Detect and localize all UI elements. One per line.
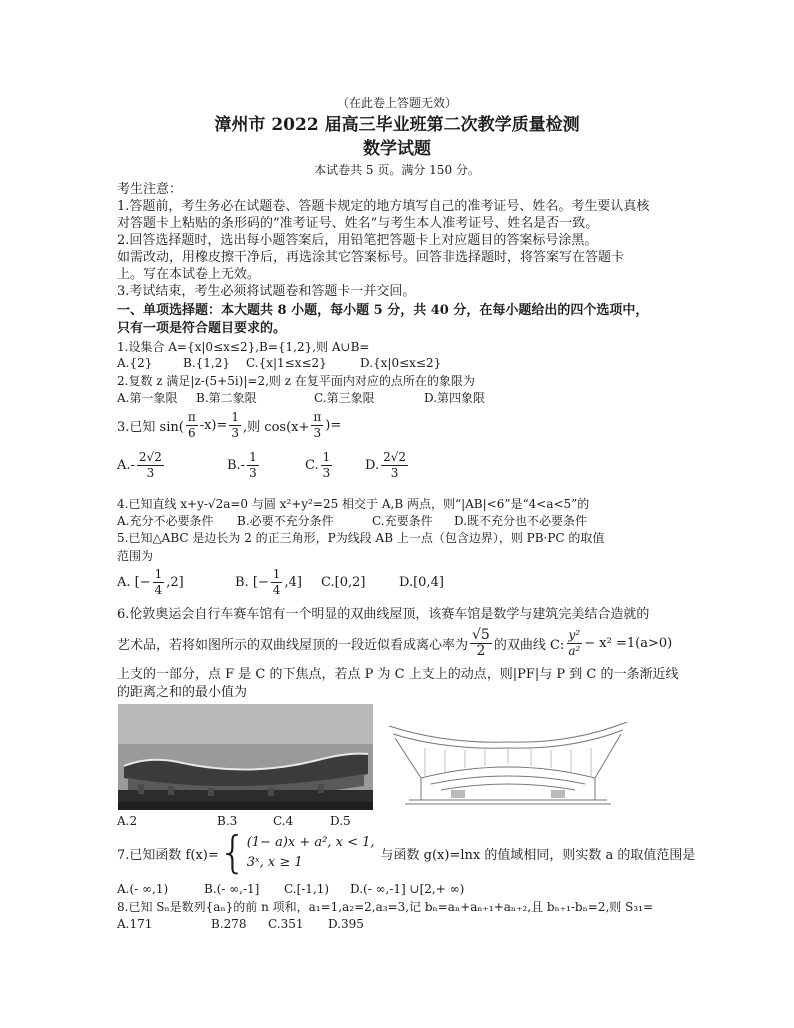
piecewise-cases xyxy=(247,833,375,873)
q3-mid: -x)= xyxy=(199,418,228,433)
instruction-line: 3.考试结束，考生必须将试题卷和答题卡一并交回。 xyxy=(117,284,416,299)
option-tail: ,4] xyxy=(284,575,302,590)
option-tail: ,2] xyxy=(166,575,184,590)
fraction-numerator: 2√2 xyxy=(138,450,162,464)
instruction-line: 2.回答选择题时，选出每小题答案后，用铅笔把答题卡上对应题目的答案标号涂黑。 xyxy=(117,233,598,248)
fraction-denominator: 3 xyxy=(249,466,257,480)
instruction-line: 上。写在本试卷上无效。 xyxy=(117,267,261,282)
velodrome-photo-graphic xyxy=(118,704,373,810)
fraction-numerator: 1 xyxy=(322,450,331,464)
fraction-denominator: 4 xyxy=(272,583,281,597)
fraction-denominator: 3 xyxy=(146,466,155,480)
piecewise-brace-icon: { xyxy=(218,827,247,878)
fraction xyxy=(247,450,259,481)
option-label: D. xyxy=(365,458,380,473)
fraction-numerator: √5 xyxy=(472,627,490,643)
q8-option-b: B.278 xyxy=(211,917,247,931)
fraction-numerator: y² xyxy=(568,628,581,642)
fraction-denominator: 4 xyxy=(154,583,163,597)
exam-notice: （在此卷上答题无效） xyxy=(336,96,457,110)
q5-options xyxy=(117,567,444,598)
q1-option-b: B.{1,2} xyxy=(183,356,230,370)
fraction-numerator: 2√2 xyxy=(383,450,407,464)
piecewise-case: (1− a)x + a², x < 1, xyxy=(246,835,375,850)
question-4-stem: 4.已知直线 x+y-√2a=0 与圆 x²+y²=25 相交于 A,B 两点，则“|AB|<6”是“4<a<5”的 xyxy=(117,497,590,511)
fraction xyxy=(186,410,198,441)
option-label: A. [− xyxy=(117,575,151,590)
velodrome-section-graphic xyxy=(385,704,631,810)
q6-option-d: D.5 xyxy=(330,814,351,828)
question-2-stem: 2.复数 z 满足|z-(5+5i)|=2,则 z 在复平面内对应的点所在的象限为 xyxy=(117,374,475,388)
instruction-line: 如需改动，用橡皮擦干净后，再选涂其它答案标号。回答非选择题时，将答案写在答题卡 xyxy=(117,250,625,265)
option-label: B.- xyxy=(227,458,246,473)
fraction xyxy=(229,410,241,441)
q5-option-c: C.[0,2] xyxy=(321,575,366,590)
fraction xyxy=(566,628,582,659)
question-6-stem xyxy=(117,628,672,659)
q6-text: 艺术品，若将如图所示的双曲线屋顶的一段近似看成离心率为 xyxy=(117,638,469,653)
fraction-denominator: 3 xyxy=(313,426,322,440)
question-8-stem: 8.已知 Sₙ是数列{aₙ}的前 n 项和，a₁=1,a₂=2,a₃=3,记 bₙ=aₙ+aₙ₊₁+aₙ₊₂,且 bₙ₊₁-bₙ=2,则 S₃₁= xyxy=(117,900,654,914)
q2-option-d: D.第四象限 xyxy=(424,391,486,405)
fraction-denominator: 2 xyxy=(476,643,486,659)
q6-option-a: A.2 xyxy=(117,814,138,828)
question-7-stem xyxy=(117,827,696,878)
question-5-stem: 范围为 xyxy=(117,549,154,563)
q1-option-a: A.{2} xyxy=(117,356,153,370)
question-6-stem: 的距离之和的最小值为 xyxy=(117,685,248,700)
fraction xyxy=(153,567,165,598)
fraction-denominator: 6 xyxy=(187,426,196,440)
q3-option-c xyxy=(305,450,365,481)
q7-option-b: B.(- ∞,-1] xyxy=(204,882,260,896)
q6-option-b: B.3 xyxy=(217,814,238,828)
q8-option-a: A.171 xyxy=(117,917,153,931)
question-6-stem: 6.伦敦奥运会自行车赛车馆有一个明显的双曲线屋顶，该赛车馆是数学与建筑完美结合造就的 xyxy=(117,607,650,622)
q8-option-d: D.395 xyxy=(328,917,364,931)
fraction xyxy=(271,567,283,598)
velodrome-section-drawing xyxy=(385,704,631,810)
q3-option-b xyxy=(227,450,305,481)
section-heading: 一、单项选择题：本大题共 8 小题，每小题 5 分，共 40 分，在每小题给出的四个选项中， xyxy=(117,303,649,318)
fraction-denominator: 3 xyxy=(231,426,240,440)
option-label: C. xyxy=(305,458,319,473)
fraction-numerator: π xyxy=(187,410,196,424)
fraction-numerator: 1 xyxy=(231,410,240,424)
q3-option-a xyxy=(117,450,227,481)
q7-option-c: C.[-1,1) xyxy=(284,882,330,896)
q3-mid: ,则 cos(x+ xyxy=(243,420,310,435)
q2-option-c: C.第三象限 xyxy=(314,391,375,405)
velodrome-photo xyxy=(118,704,373,810)
question-1-stem: 1.设集合 A={x|0≤x≤2},B={1,2},则 A∪B= xyxy=(117,340,370,354)
q5-option-a xyxy=(117,567,235,598)
q7-option-d: D.(- ∞,-1] ∪[2,+ ∞) xyxy=(350,882,465,896)
section-heading: 只有一项是符合题目要求的。 xyxy=(117,321,287,336)
fraction-denominator: 3 xyxy=(322,466,331,480)
q3-prefix: 3.已知 sin( xyxy=(117,420,184,435)
q3-options xyxy=(117,450,410,481)
q7-text: 与函数 g(x)=lnx 的值域相同，则实数 a 的取值范围是 xyxy=(380,847,696,863)
q8-option-c: C.351 xyxy=(268,917,304,931)
fraction-numerator: 1 xyxy=(272,567,281,581)
question-6-stem: 上支的一部分，点 F 是 C 的下焦点，若点 P 为 C 上支上的动点，则|PF|与 P 到 C 的一条渐近线 xyxy=(117,667,679,682)
question-5-stem: 5.已知△ABC 是边长为 2 的正三角形，P为线段 AB 上一点（包含边界），则 PB·PC 的取值 xyxy=(117,531,605,545)
q1-option-c: C.{x|1≤x≤2} xyxy=(246,356,327,370)
q6-text: − x² =1(a>0) xyxy=(584,636,673,651)
q2-option-b: B.第二象限 xyxy=(196,391,257,405)
instruction-line: 1.答题前，考生务必在试题卷、答题卡规定的地方填写自己的准考证号、姓名。考生要认真核 xyxy=(117,199,650,214)
q7-text: 7.已知函数 f(x)= xyxy=(117,847,219,863)
piecewise-case: 3ˣ, x ≥ 1 xyxy=(246,855,303,870)
q2-option-a: A.第一象限 xyxy=(117,391,178,405)
exam-subtitle: 数学试题 xyxy=(363,139,431,159)
q7-option-a: A.(- ∞,1) xyxy=(117,882,169,896)
fraction-denominator: 3 xyxy=(390,466,399,480)
q5-option-d: D.[0,4] xyxy=(399,575,444,590)
q4-option-d: D.既不充分也不必要条件 xyxy=(454,514,588,528)
q3-option-d xyxy=(365,450,410,481)
exam-info: 本试卷共 5 页。满分 150 分。 xyxy=(314,163,480,177)
fraction xyxy=(381,450,408,481)
exam-title: 漳州市 2022 届高三毕业班第二次教学质量检测 xyxy=(214,115,580,135)
q4-option-a: A.充分不必要条件 xyxy=(117,514,214,528)
option-label: A.- xyxy=(117,458,135,473)
q4-option-c: C.充要条件 xyxy=(372,514,433,528)
fraction-numerator: π xyxy=(313,410,322,424)
q6-option-c: C.4 xyxy=(273,814,294,828)
instruction-line: 对答题卡上粘贴的条形码的“准考证号、姓名”与考生本人准考证号、姓名是否一致。 xyxy=(117,216,599,231)
q1-option-d: D.{x|0≤x≤2} xyxy=(360,356,442,370)
fraction-numerator: 1 xyxy=(154,567,163,581)
fraction xyxy=(311,410,323,441)
q3-end: )= xyxy=(325,418,342,433)
fraction xyxy=(137,450,164,481)
instructions-heading: 考生注意： xyxy=(117,182,183,197)
q6-text: 的双曲线 C: xyxy=(493,638,565,653)
q5-option-b xyxy=(235,567,321,598)
option-label: B. [− xyxy=(235,575,269,590)
q4-option-b: B.必要不充分条件 xyxy=(237,514,334,528)
question-3-stem xyxy=(117,410,341,441)
fraction-numerator: 1 xyxy=(249,450,257,464)
fraction-denominator: a² xyxy=(568,644,581,658)
fraction xyxy=(321,450,333,481)
fraction xyxy=(470,628,492,659)
